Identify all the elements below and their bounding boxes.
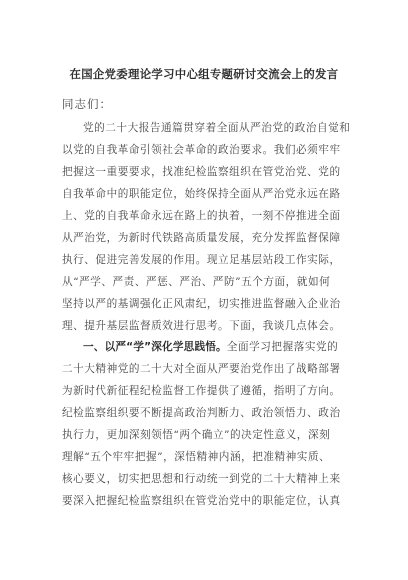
- paragraph-line: 理解“五个牢牢把握”，深悟精神内涵，把准精神实质、: [62, 451, 331, 463]
- paragraph-line: 自我革命中的职能定位，始终保持全面从严治党永远在路: [62, 188, 341, 200]
- paragraph-line: 执行、促进完善发展的作用。现立足基层站段工作实际，: [62, 254, 341, 266]
- paragraph-line: 要深入把握纪检监察组织在管党治党中的职能定位，认真: [62, 495, 341, 507]
- paragraph-text: 全面学习把握落实党的: [226, 341, 339, 353]
- paragraph-line: 纪检监察组织要不断提高政治判断力、政治领悟力、政治: [62, 407, 341, 419]
- salutation: 同志们：: [62, 97, 112, 111]
- paragraph-2: [62, 336, 350, 512]
- paragraph-line: 坚持以严的基调强化正风肃纪，切实推进监督融入企业治: [62, 298, 341, 310]
- paragraph-line: 核心要义，切实把思想和行动统一到党的二十大精神上来: [62, 473, 341, 485]
- paragraph-line: 为新时代新征程纪检监督工作提供了遵循，指明了方向。: [62, 385, 341, 397]
- paragraph-line: 从严治党，为新时代铁路高质量发展，充分发挥监督保障: [62, 232, 341, 244]
- paragraph-line: 党的二十大报告通篇贯穿着全面从严治党的政治自觉和: [83, 122, 350, 134]
- paragraph-line: 上、党的自我革命永远在路上的执着，一刻不停推进全面: [62, 210, 341, 222]
- paragraph-line: 从“严学、严责、严惩、严治、严防”五个方面，就如何: [62, 276, 331, 288]
- paragraph-line: [62, 336, 350, 358]
- paragraph-line: 二十大精神党的二十大对全面从严要治党作出了战略部署: [62, 363, 341, 375]
- paragraph-line: 以党的自我革命引领社会革命的政治要求。我们必须牢牢: [62, 144, 341, 156]
- paragraph-1: [62, 117, 350, 337]
- document-title: 在国企党委理论学习中心组专题研讨交流会上的发言: [69, 67, 339, 81]
- paragraph-line: 把握这一重要要求，找准纪检监察组织在管党治党、党的: [62, 166, 341, 178]
- section-heading: 一、以严“学”深化学思践悟。: [83, 341, 227, 353]
- paragraph-line: 执行力，更加深刻领悟“两个确立”的决定性意义，深刻: [62, 429, 331, 441]
- paragraph-line: 理、提升基层监督质效进行思考。下面，我谈几点体会。: [62, 320, 341, 332]
